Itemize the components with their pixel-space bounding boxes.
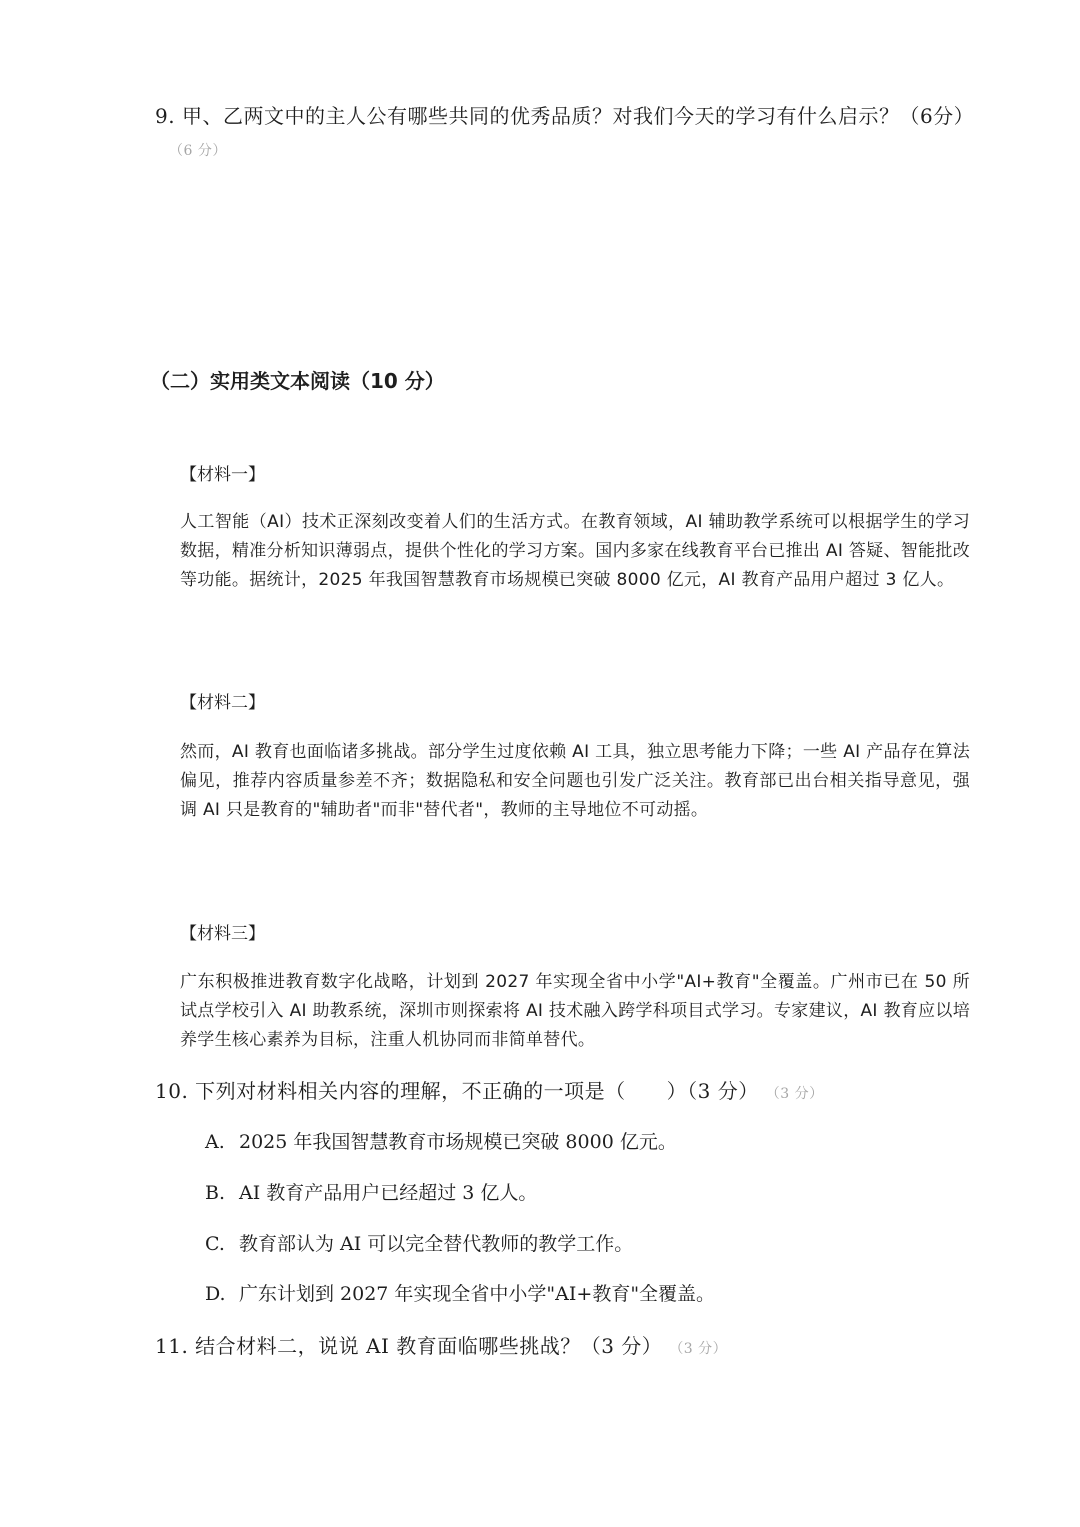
question-11: [155, 1330, 995, 1365]
material-1-body: 人工智能（AI）技术正深刻改变着人们的生活方式。在教育领域，AI 辅助教学系统可以根据学生的学习数据，精准分析知识薄弱点，提供个性化的学习方案。国内多家在线教育平台已推出 AI 答疑、智能批改等功能。据统计，2025 年我国智慧教育市场规模已突破 8000 亿元，AI 教育产品用户超过 3 亿人。: [180, 512, 970, 590]
option-a[interactable]: [205, 1127, 677, 1157]
question-9: [155, 100, 995, 167]
option-c[interactable]: [205, 1229, 633, 1259]
option-d[interactable]: [205, 1279, 715, 1309]
material-1-title: 【材料一】: [180, 465, 265, 485]
question-9-text: 9. 甲、乙两文中的主人公有哪些共同的优秀品质？对我们今天的学习有什么启示？（6分）: [155, 104, 975, 128]
question-10-score: （3 分）: [772, 1086, 824, 1102]
question-10: [155, 1075, 995, 1110]
question-9-score: （6 分）: [169, 143, 227, 159]
option-d-letter: D.: [205, 1283, 226, 1305]
question-10-text: 10. 下列对材料相关内容的理解，不正确的一项是（ ）（3 分）: [155, 1079, 759, 1103]
material-3-body: 广东积极推进教育数字化战略，计划到 2027 年实现全省中小学"AI+教育"全覆盖。广州市已在 50 所试点学校引入 AI 助教系统，深圳市则探索将 AI 技术融入跨学科项目式学习。专家建议，AI 教育应以培养学生核心素养为目标，注重人机协同而非简单替代。: [180, 972, 970, 1050]
option-b[interactable]: [205, 1178, 537, 1208]
option-c-letter: C.: [205, 1233, 225, 1255]
option-c-text: 教育部认为 AI 可以完全替代教师的教学工作。: [239, 1233, 634, 1255]
question-11-score: （3 分）: [676, 1341, 728, 1357]
section-title: （二）实用类文本阅读（10 分）: [150, 369, 445, 393]
option-b-letter: B.: [205, 1182, 226, 1204]
option-a-text: 2025 年我国智慧教育市场规模已突破 8000 亿元。: [239, 1131, 677, 1153]
material-3-title: 【材料三】: [180, 924, 265, 944]
question-11-text: 11. 结合材料二，说说 AI 教育面临哪些挑战？（3 分）: [155, 1334, 663, 1358]
option-b-text: AI 教育产品用户已经超过 3 亿人。: [239, 1182, 538, 1204]
option-a-letter: A.: [205, 1131, 225, 1153]
option-d-text: 广东计划到 2027 年实现全省中小学"AI+教育"全覆盖。: [239, 1283, 716, 1305]
material-2-body: 然而，AI 教育也面临诸多挑战。部分学生过度依赖 AI 工具，独立思考能力下降；一些 AI 产品存在算法偏见，推荐内容质量参差不齐；数据隐私和安全问题也引发广泛关注。教育部已出台相关指导意见，强调 AI 只是教育的"辅助者"而非"替代者"，教师的主导地位不可动摇。: [180, 742, 970, 820]
material-2-title: 【材料二】: [180, 693, 265, 713]
